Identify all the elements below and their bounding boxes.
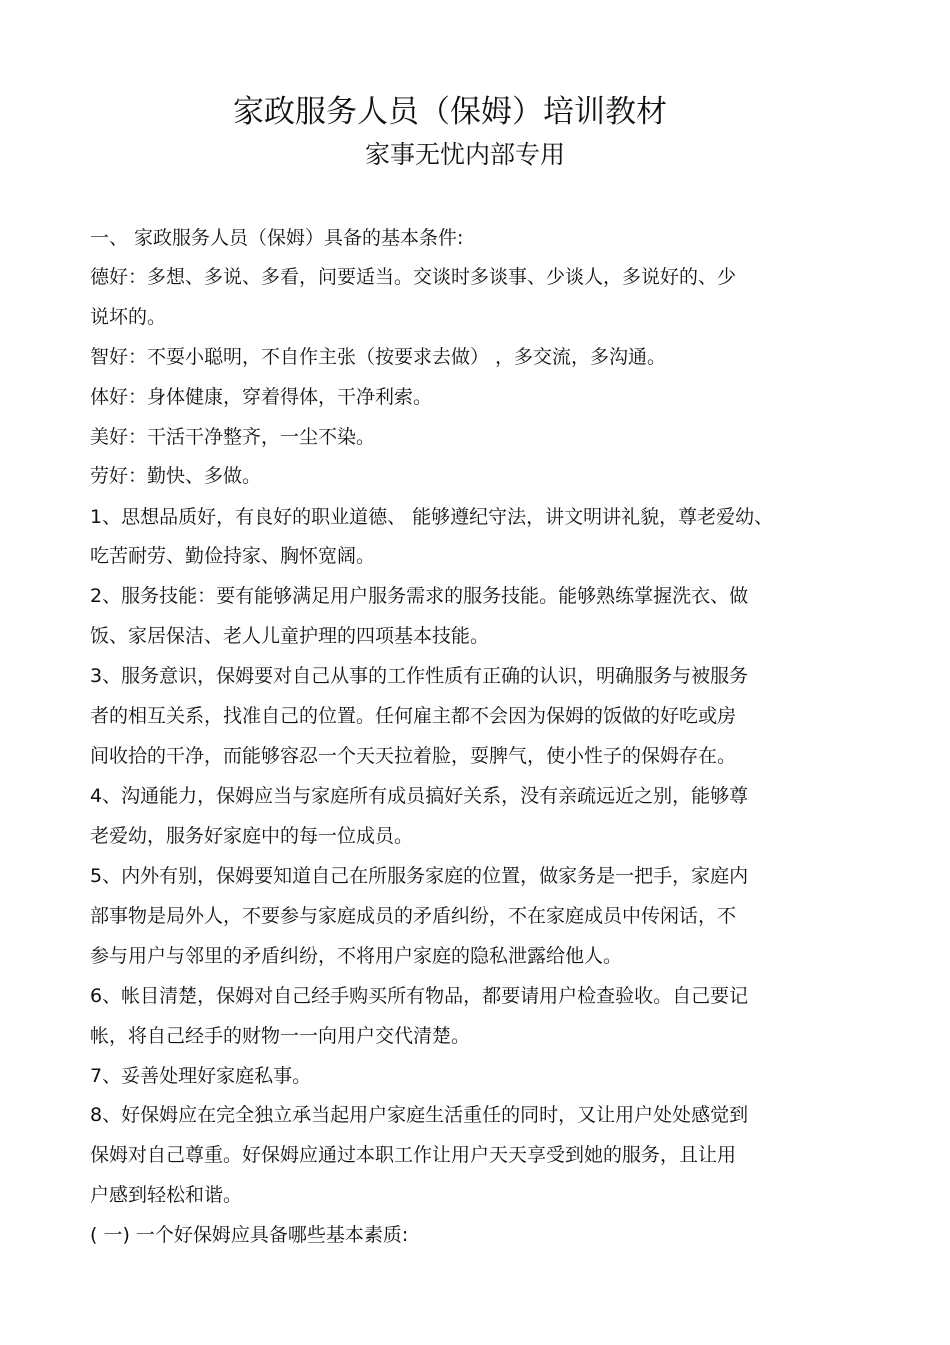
- text-line: 体好：身体健康，穿着得体，干净利索。: [90, 386, 433, 408]
- text-line: 8、好保姆应在完全独立承当起用户家庭生活重任的同时，又让用户处处感觉到: [90, 1104, 749, 1126]
- text-line: 者的相互关系，找准自己的位置。任何雇主都不会因为保姆的饭做的好吃或房: [90, 705, 737, 727]
- text-line: 德好：多想、多说、多看，问要适当。交谈时多谈事、少谈人，多说好的、少: [90, 266, 737, 288]
- text-line: 美好：干活干净整齐，一尘不染。: [90, 426, 376, 448]
- text-line: 智好：不耍小聪明，不自作主张（按要求去做） ，多交流，多沟通。: [90, 346, 667, 368]
- document-subtitle: 家事无忧内部专用: [364, 140, 565, 169]
- text-line: 4、沟通能力，保姆应当与家庭所有成员搞好关系，没有亲疏远近之别，能够尊: [90, 785, 749, 807]
- text-line: 2、服务技能：要有能够满足用户服务需求的服务技能。能够熟练掌握洗衣、做: [90, 585, 749, 607]
- text-line: 7、妥善处理好家庭私事。: [90, 1065, 312, 1087]
- text-line: 1、思想品质好，有良好的职业道德、 能够遵纪守法，讲文明讲礼貌，尊老爱幼、: [90, 506, 774, 528]
- text-line: 劳好：勤快、多做。: [90, 465, 262, 487]
- subsection-heading: ( 一) 一个好保姆应具备哪些基本素质:: [90, 1224, 409, 1246]
- document-title: 家政服务人员（保姆）培训教材: [233, 94, 667, 130]
- text-line: 3、服务意识，保姆要对自己从事的工作性质有正确的认识，明确服务与被服务: [90, 665, 749, 687]
- text-line: 参与用户与邻里的矛盾纠纷，不将用户家庭的隐私泄露给他人。: [90, 945, 623, 967]
- text-line: 户感到轻松和谐。: [90, 1184, 243, 1206]
- text-line: 5、内外有别，保姆要知道自己在所服务家庭的位置，做家务是一把手，家庭内: [90, 865, 749, 887]
- text-line: 饭、家居保洁、老人儿童护理的四项基本技能。: [90, 625, 490, 647]
- text-line: 老爱幼，服务好家庭中的每一位成员。: [90, 825, 414, 847]
- text-line: 说坏的。: [90, 306, 167, 328]
- text-line: 间收拾的干净，而能够容忍一个天天拉着脸，耍脾气，使小性子的保姆存在。: [90, 745, 737, 767]
- text-line: 帐，将自己经手的财物一一向用户交代清楚。: [90, 1025, 471, 1047]
- text-line: 6、帐目清楚，保姆对自己经手购买所有物品，都要请用户检查验收。自己要记: [90, 985, 749, 1007]
- text-line: 吃苦耐劳、勤俭持家、胸怀宽阔。: [90, 545, 376, 567]
- section-heading: 一、 家政服务人员（保姆）具备的基本条件:: [90, 227, 464, 249]
- text-line: 保姆对自己尊重。好保姆应通过本职工作让用户天天享受到她的服务，且让用: [90, 1144, 737, 1166]
- text-line: 部事物是局外人，不要参与家庭成员的矛盾纠纷，不在家庭成员中传闲话，不: [90, 905, 737, 927]
